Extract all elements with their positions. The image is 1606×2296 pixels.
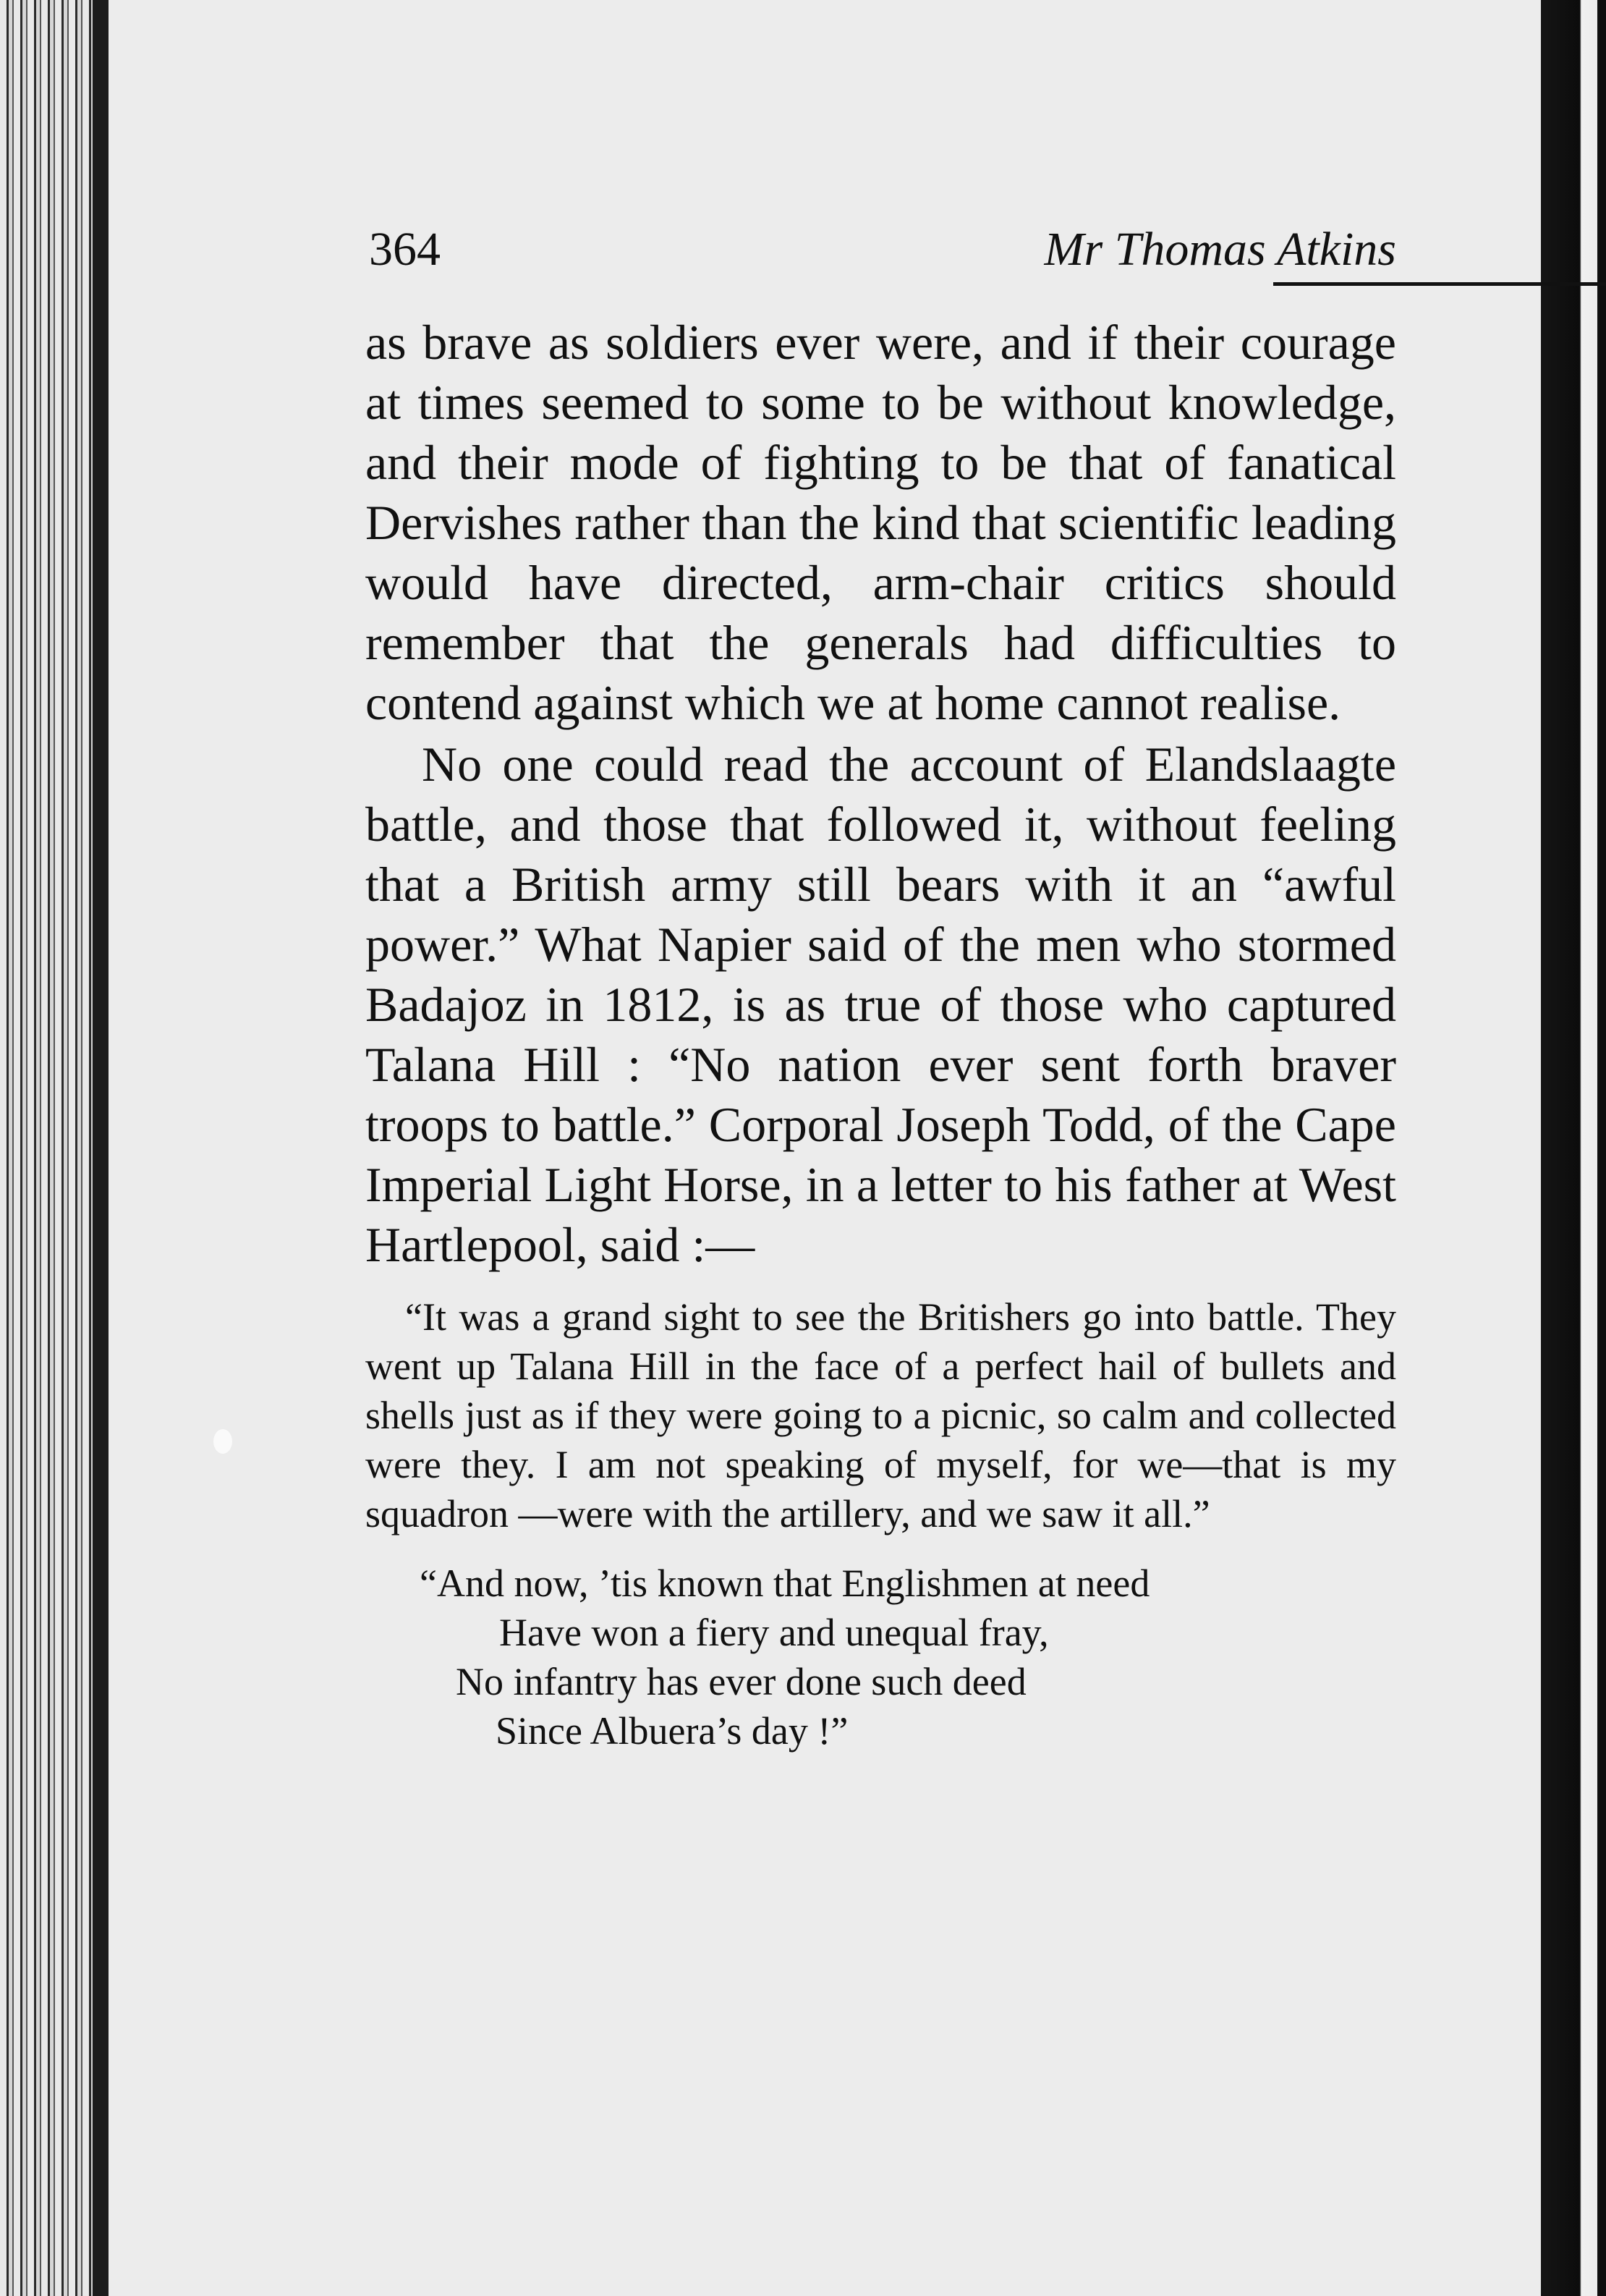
verse-line: Have won a fiery and unequal fray,	[499, 1611, 1049, 1654]
book-page-edges	[0, 0, 109, 2296]
page-header	[369, 221, 1396, 286]
page-number: 364	[369, 223, 441, 276]
paragraph-continuation: as brave as soldiers ever were, and if their courage at times seemed to some to be without knowledge, and their mode of fighting to be that of fanatical Dervishes rather than the kind that scientific leading would have directed, arm-chair critics should remember that the generals had difficulties to contend against which we at home cannot realise.	[365, 315, 1396, 730]
running-title: Mr Thomas Atkins	[1044, 223, 1396, 276]
book-binding	[1541, 0, 1606, 2296]
paper-speck	[213, 1429, 232, 1454]
letter-quote: “It was a grand sight to see the Britishers go into battle. They went up Talana Hill in the face of a perfect hail of bullets and shells just as if they were going to a picnic, so calm and collected were they. I am not speaking of myself, for we—that is my squadron —were with the artillery, and we saw it all.”	[365, 1295, 1396, 1535]
verse-block	[365, 1559, 1396, 1755]
verse-line: No infantry has ever done such deed	[456, 1660, 1027, 1703]
body-text	[365, 313, 1396, 1755]
paragraph-elandslaagte: No one could read the account of Elandslaagte battle, and those that followed it, without feeling that a British army still bears with it an “awful power.” What Napier said of the men who stormed Badajoz in 1812, is as true of those who captured Talana Hill : “No nation ever sent forth braver troops to battle.” Corporal Joseph Todd, of the Cape Imperial Light Horse, in a letter to his father at West Hartlepool, said :—	[365, 737, 1396, 1272]
verse-line: Since Albuera’s day !”	[496, 1709, 849, 1753]
header-rule	[1273, 282, 1606, 286]
verse-line: “And now, ’tis known that Englishmen at need	[420, 1562, 1150, 1605]
